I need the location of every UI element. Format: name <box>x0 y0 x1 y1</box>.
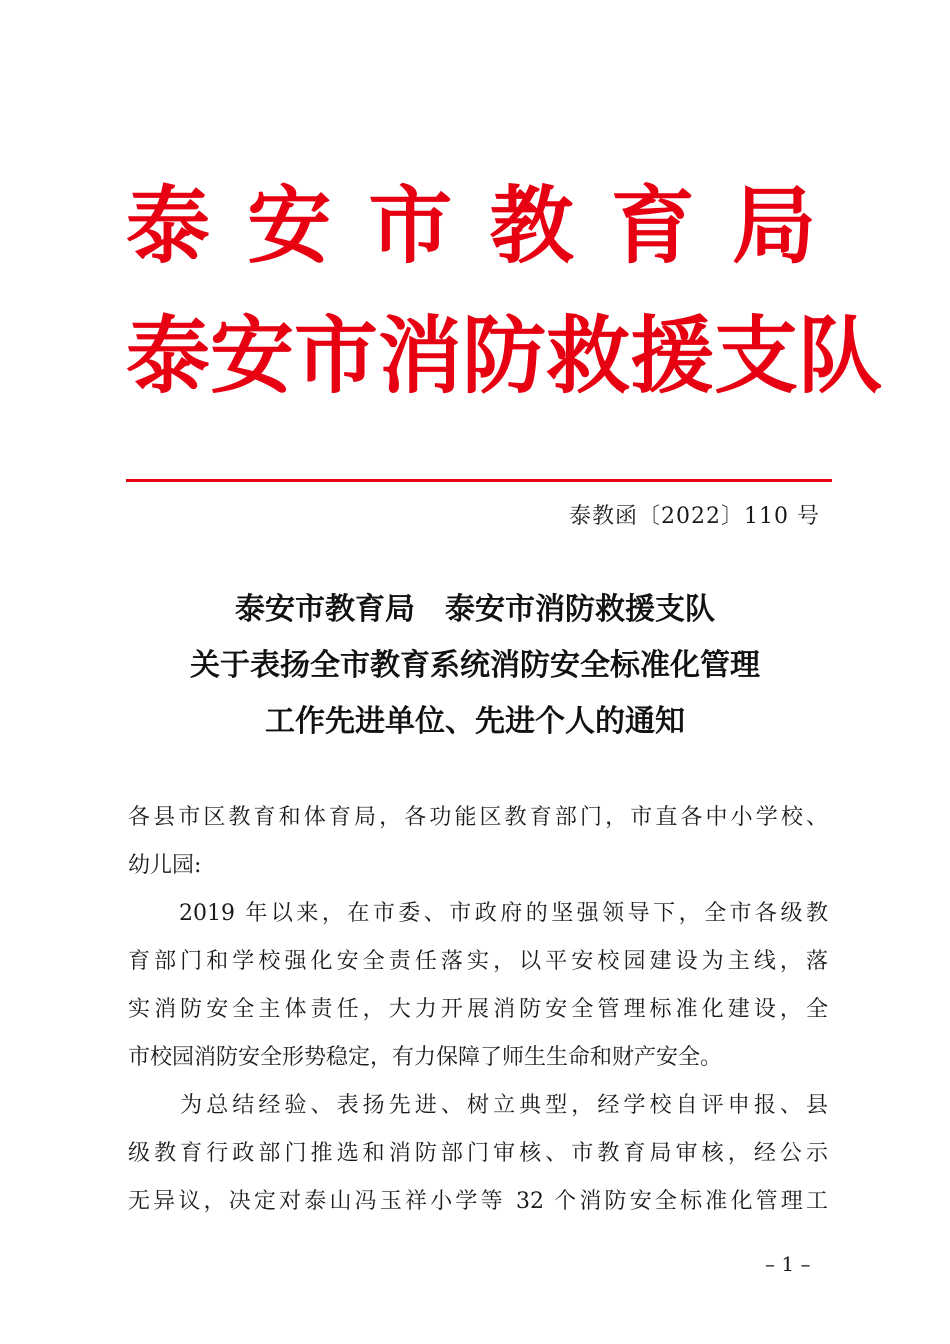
paragraph-2 <box>128 1082 828 1226</box>
paragraph-line: 市校园消防安全形势稳定，有力保障了师生生命和财产安全。 <box>128 1045 723 1070</box>
header-char: 援 <box>630 307 715 405</box>
document-number: 泰教函〔2022〕110 号 <box>569 504 820 529</box>
paragraph-line: 为总结经验、表扬先进、树立典型，经学校自评申报、县 <box>128 1093 828 1118</box>
salutation-line: 幼儿园: <box>128 853 202 878</box>
paragraph-line: 育部门和学校强化安全责任落实，以平安校园建设为主线，落 <box>128 949 828 974</box>
document-title-line-3: 工作先进单位、先进个人的通知 <box>265 704 685 739</box>
paragraph-line: 级教育行政部门推选和消防部门审核、市教育局审核，经公示 <box>128 1141 828 1166</box>
paragraph-1 <box>128 890 828 1082</box>
header-char: 队 <box>798 307 883 405</box>
header-char: 教 <box>489 177 574 275</box>
header-char: 市 <box>368 177 453 275</box>
header-char: 市 <box>294 307 379 405</box>
document-title-line-1: 泰安市教育局 泰安市消防救援支队 <box>235 592 715 627</box>
header-char: 局 <box>731 177 816 275</box>
paragraph-line: 2019 年以来，在市委、市政府的坚强领导下，全市各级教 <box>128 901 828 926</box>
paragraph-line: 无异议，决定对泰山冯玉祥小学等 32 个消防安全标准化管理工 <box>128 1189 828 1214</box>
header-char: 救 <box>546 307 631 405</box>
header-char: 泰 <box>126 307 211 405</box>
red-divider-line <box>126 479 832 482</box>
header-char: 支 <box>714 307 799 405</box>
paragraph-line: 实消防安全主体责任，大力开展消防安全管理标准化建设，全 <box>128 997 828 1022</box>
issuer-name-fire-rescue-detachment <box>126 307 883 405</box>
salutation <box>128 794 828 890</box>
header-char: 安 <box>247 177 332 275</box>
header-char: 防 <box>462 307 547 405</box>
header-char: 安 <box>210 307 295 405</box>
page-number: – 1 – <box>765 1252 811 1276</box>
header-char: 消 <box>378 307 463 405</box>
header-char: 泰 <box>126 177 211 275</box>
issuer-name-education-bureau <box>126 177 816 275</box>
document-title-line-2: 关于表扬全市教育系统消防安全标准化管理 <box>190 648 760 683</box>
salutation-line: 各县市区教育和体育局，各功能区教育部门，市直各中小学校、 <box>128 805 828 830</box>
header-char: 育 <box>610 177 695 275</box>
